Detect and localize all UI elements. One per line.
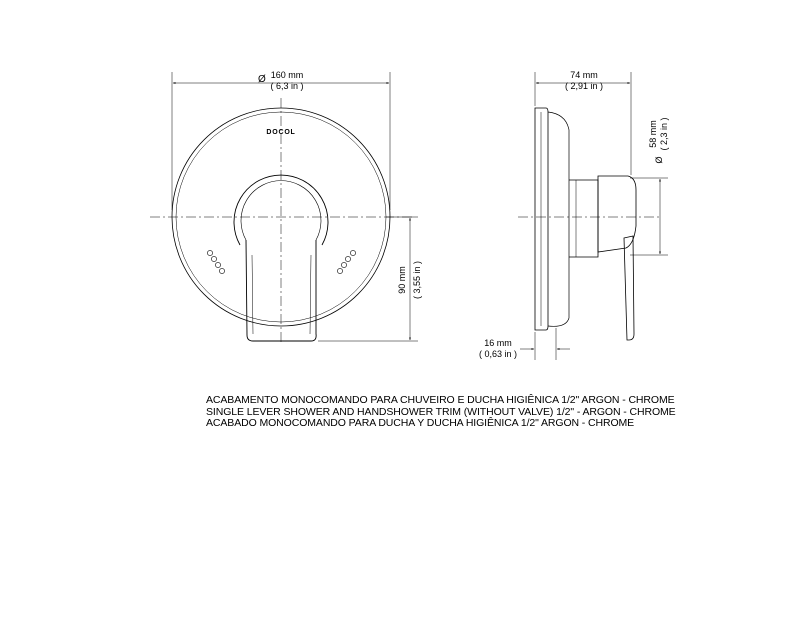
hub-diameter-mm-label: 58 mm	[648, 120, 658, 148]
hub-diameter-in-label: ( 2,3 in )	[659, 117, 669, 151]
brand-logo: DOCOL	[266, 129, 296, 136]
side-hub-collar	[569, 180, 598, 257]
side-plate-back	[548, 112, 569, 326]
front-view	[150, 72, 418, 343]
product-caption	[206, 395, 676, 430]
caption-spanish: ACABADO MONOCOMANDO PARA DUCHA Y DUCHA HIGIÊNICA 1/2" ARGON - CHROME	[206, 417, 635, 429]
indicator-dots-right	[337, 250, 355, 273]
diameter-in-label: ( 6,3 in )	[270, 81, 304, 91]
caption-english: SINGLE LEVER SHOWER AND HANDSHOWER TRIM (WITHOUT VALVE) 1/2" - ARGON - CHROME	[206, 405, 676, 418]
diameter-symbol-side: Ø	[654, 156, 664, 164]
caption-portuguese: ACABAMENTO MONOCOMANDO PARA CHUVEIRO E DUCHA HIGIÊNICA 1/2" ARGON - CHROME	[206, 394, 675, 406]
side-hub-body	[598, 176, 636, 252]
depth-mm-label: 74 mm	[570, 70, 598, 80]
diameter-mm-label: 160 mm	[270, 70, 304, 80]
side-lever	[624, 236, 634, 340]
thickness-mm-label: 16 mm	[484, 338, 512, 348]
depth-in-label: ( 2,91 in )	[564, 81, 604, 91]
offset-in-label: ( 3,55 in )	[412, 260, 422, 300]
diameter-symbol-front: Ø	[258, 74, 266, 85]
side-view	[518, 72, 668, 360]
side-plate	[535, 108, 548, 330]
thickness-in-label: ( 0,63 in )	[478, 349, 518, 359]
offset-mm-label: 90 mm	[397, 266, 407, 294]
indicator-dots-left	[207, 250, 224, 273]
